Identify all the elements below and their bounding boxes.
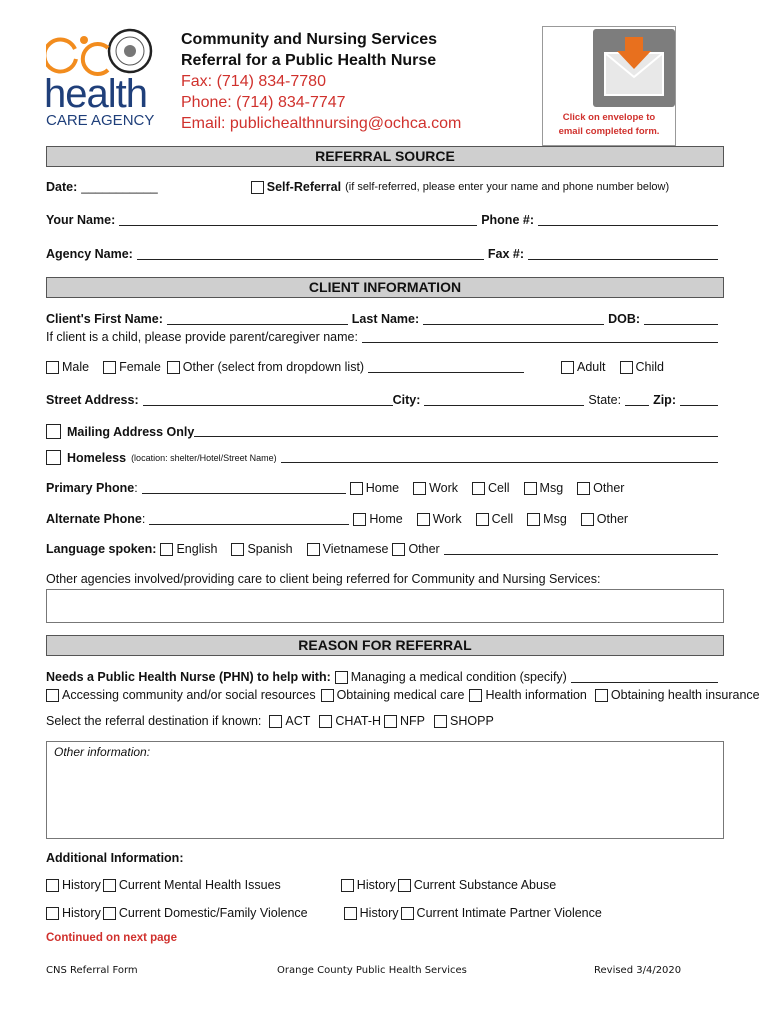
other-information-label: Other information: [54, 745, 151, 759]
gender-row [46, 360, 722, 374]
mailing-address-checkbox[interactable] [46, 424, 61, 439]
intimate-partner-violence-label: Current Intimate Partner Violence [416, 906, 602, 920]
msg-label: Msg [543, 512, 567, 526]
act-label: ACT [285, 714, 311, 728]
other-information-textbox[interactable] [46, 741, 724, 839]
envelope-download-icon [593, 29, 675, 107]
primary-home-checkbox[interactable] [350, 482, 363, 495]
zip-field[interactable] [680, 395, 718, 406]
fax-label: Fax #: [487, 247, 524, 261]
shopp-label: SHOPP [450, 714, 494, 728]
your-name-field[interactable] [119, 215, 477, 226]
fax-field[interactable] [528, 249, 718, 260]
history-label: History [356, 878, 396, 892]
primary-cell-checkbox[interactable] [472, 482, 485, 495]
state-label: State: [588, 393, 622, 407]
intimate-history-checkbox[interactable] [344, 907, 357, 920]
health-info-checkbox[interactable] [469, 689, 482, 702]
mailing-address-label: Mailing Address Only [67, 424, 195, 439]
city-field[interactable] [424, 395, 584, 406]
other-gender-label: Other (select from dropdown list) [182, 360, 365, 374]
adult-label: Adult [577, 360, 606, 374]
alternate-other-checkbox[interactable] [581, 513, 594, 526]
substance-abuse-label: Current Substance Abuse [413, 878, 557, 892]
domestic-current-checkbox[interactable] [103, 907, 116, 920]
other-agencies-label: Other agencies involved/providing care to client being referred for Community and Nursing Services: [46, 572, 601, 586]
your-name-row [46, 213, 722, 227]
health-info-label: Health information [485, 688, 587, 702]
female-label: Female [119, 360, 161, 374]
history-label: History [359, 906, 399, 920]
header-text [181, 29, 461, 134]
nfp-checkbox[interactable] [384, 715, 397, 728]
mailing-address-field[interactable] [194, 426, 718, 437]
other-agencies-row [46, 572, 722, 586]
english-label: English [176, 542, 218, 556]
other-label: Other [593, 481, 625, 495]
alternate-phone-row: Alternate Phone : Home Work Cell Msg Other [46, 512, 629, 526]
homeless-note: (location: shelter/Hotel/Street Name) [131, 452, 277, 463]
date-label: Date: [46, 180, 78, 194]
footer-center: Orange County Public Health Services [277, 965, 467, 976]
state-field[interactable] [625, 395, 649, 406]
mental-health-label: Current Mental Health Issues [118, 878, 281, 892]
primary-phone-field[interactable] [142, 483, 346, 494]
work-label: Work [429, 481, 458, 495]
dob-field[interactable] [644, 314, 718, 325]
phone-number: Phone: (714) 834-7747 [181, 94, 346, 111]
primary-other-checkbox[interactable] [577, 482, 590, 495]
spanish-label: Spanish [247, 542, 293, 556]
accessing-checkbox[interactable] [46, 689, 59, 702]
spanish-checkbox[interactable] [231, 543, 244, 556]
intimate-current-checkbox[interactable] [401, 907, 414, 920]
agency-row [46, 247, 722, 261]
managing-checkbox[interactable] [335, 671, 348, 684]
city-label: City: [392, 393, 421, 407]
referral-source-header: REFERRAL SOURCE [46, 146, 724, 167]
additional-label-row [46, 851, 722, 865]
obtaining-care-label: Obtaining medical care [336, 688, 465, 702]
alternate-cell-checkbox[interactable] [476, 513, 489, 526]
agency-name-label: Agency Name: [46, 247, 133, 261]
additional-row-1 [46, 878, 722, 892]
address-row [46, 393, 722, 407]
your-name-label: Your Name: [46, 213, 116, 227]
other-language-field[interactable] [444, 544, 718, 555]
act-checkbox[interactable] [269, 715, 282, 728]
primary-msg-checkbox[interactable] [524, 482, 537, 495]
continued-note: Continued on next page [46, 932, 177, 944]
last-name-label: Last Name: [351, 312, 420, 326]
self-referral-label: Self-Referral [266, 180, 342, 194]
reason-for-referral-header: REASON FOR REFERRAL [46, 635, 724, 656]
male-label: Male [62, 360, 90, 374]
managing-label: Managing a medical condition (specify) [350, 670, 567, 684]
needs-row [46, 670, 722, 684]
homeless-location-field[interactable] [281, 452, 718, 463]
footer-left: CNS Referral Form [46, 965, 138, 976]
logo [44, 28, 164, 138]
continued-row [46, 932, 722, 944]
other-gender-checkbox[interactable] [167, 361, 180, 374]
other-gender-dropdown[interactable] [368, 362, 524, 373]
mailing-row [46, 424, 722, 439]
footer-right: Revised 3/4/2020 [594, 965, 682, 976]
destination-row [46, 714, 722, 728]
work-label: Work [432, 512, 462, 526]
alternate-home-checkbox[interactable] [353, 513, 366, 526]
other-agencies-textbox[interactable] [46, 589, 724, 623]
history-label: History [62, 878, 101, 892]
managing-field[interactable] [571, 672, 718, 683]
child-checkbox[interactable] [620, 361, 633, 374]
email-envelope-button[interactable] [542, 26, 676, 146]
alternate-phone-label: Alternate Phone [46, 512, 142, 526]
mental-current-checkbox[interactable] [103, 879, 116, 892]
chat-h-label: CHAT-H [335, 714, 382, 728]
homeless-checkbox[interactable] [46, 450, 61, 465]
child-label: Child [635, 360, 664, 374]
cell-label: Cell [491, 512, 514, 526]
destination-label: Select the referral destination if known: [46, 714, 262, 728]
homeless-row [46, 450, 722, 465]
language-label: Language spoken [46, 542, 153, 556]
phone-field[interactable] [538, 215, 718, 226]
vietnamese-checkbox[interactable] [307, 543, 320, 556]
envelope-caption: Click on envelope to email completed form. [558, 112, 660, 137]
accessing-label: Accessing community and/or social resources [62, 688, 316, 702]
alternate-msg-checkbox[interactable] [527, 513, 540, 526]
self-referral-checkbox[interactable] [251, 181, 264, 194]
first-name-label: Client's First Name: [46, 312, 163, 326]
mental-history-checkbox[interactable] [46, 879, 59, 892]
additional-row-2 [46, 906, 722, 920]
msg-label: Msg [539, 481, 564, 495]
alternate-phone-field[interactable] [149, 514, 349, 525]
english-checkbox[interactable] [160, 543, 173, 556]
last-name-field[interactable] [423, 314, 604, 325]
domestic-history-checkbox[interactable] [46, 907, 59, 920]
primary-work-checkbox[interactable] [413, 482, 426, 495]
home-label: Home [365, 481, 400, 495]
email-address[interactable]: Email: publichealthnursing@ochca.com [181, 115, 462, 132]
female-checkbox[interactable] [103, 361, 116, 374]
logo-health-text: health [44, 72, 147, 116]
date-blank[interactable]: ___________ [81, 180, 158, 194]
language-row: Language spoken : English Spanish Vietnamese Other [46, 542, 722, 556]
logo-agency-text: CARE AGENCY [46, 112, 155, 129]
parent-label: If client is a child, please provide parent/caregiver name: [46, 330, 358, 344]
alternate-work-checkbox[interactable] [417, 513, 430, 526]
parent-row [46, 330, 722, 344]
shopp-checkbox[interactable] [434, 715, 447, 728]
envelope-image[interactable] [593, 29, 675, 107]
other-language-label: Other [408, 542, 440, 556]
zip-label: Zip: [653, 393, 676, 407]
date-row [46, 180, 722, 194]
substance-history-checkbox[interactable] [341, 879, 354, 892]
nfp-label: NFP [400, 714, 426, 728]
male-checkbox[interactable] [46, 361, 59, 374]
needs-options-row [46, 688, 760, 702]
other-language-checkbox[interactable] [392, 543, 405, 556]
history-label: History [62, 906, 101, 920]
home-label: Home [369, 512, 403, 526]
title-line-2: Referral for a Public Health Nurse [181, 52, 437, 69]
cell-label: Cell [488, 481, 510, 495]
phone-label: Phone #: [481, 213, 534, 227]
obtaining-insurance-label: Obtaining health insurance [610, 688, 760, 702]
street-label: Street Address: [46, 393, 139, 407]
chat-h-checkbox[interactable] [319, 715, 332, 728]
client-information-header: CLIENT INFORMATION [46, 277, 724, 298]
adult-checkbox[interactable] [561, 361, 574, 374]
fax-number: Fax: (714) 834-7780 [181, 73, 326, 90]
substance-current-checkbox[interactable] [398, 879, 411, 892]
self-referral-note: (if self-referred, please enter your name and phone number below) [345, 181, 670, 193]
client-name-row [46, 312, 722, 326]
homeless-label: Homeless [67, 450, 127, 465]
primary-phone-label: Primary Phone [46, 481, 135, 495]
title-line-1: Community and Nursing Services [181, 31, 438, 48]
obtaining-insurance-checkbox[interactable] [595, 689, 608, 702]
parent-field[interactable] [362, 332, 718, 343]
first-name-field[interactable] [167, 314, 348, 325]
street-field[interactable] [143, 395, 393, 406]
agency-name-field[interactable] [137, 249, 484, 260]
needs-label: Needs a Public Health Nurse (PHN) to help with: [46, 670, 331, 684]
primary-phone-row: Primary Phone : Home Work Cell Msg Other [46, 481, 625, 495]
vietnamese-label: Vietnamese [322, 542, 389, 556]
dob-label: DOB: [608, 312, 641, 326]
obtaining-care-checkbox[interactable] [321, 689, 334, 702]
additional-information-label: Additional Information: [46, 851, 184, 865]
domestic-violence-label: Current Domestic/Family Violence [118, 906, 308, 920]
other-label: Other [596, 512, 629, 526]
